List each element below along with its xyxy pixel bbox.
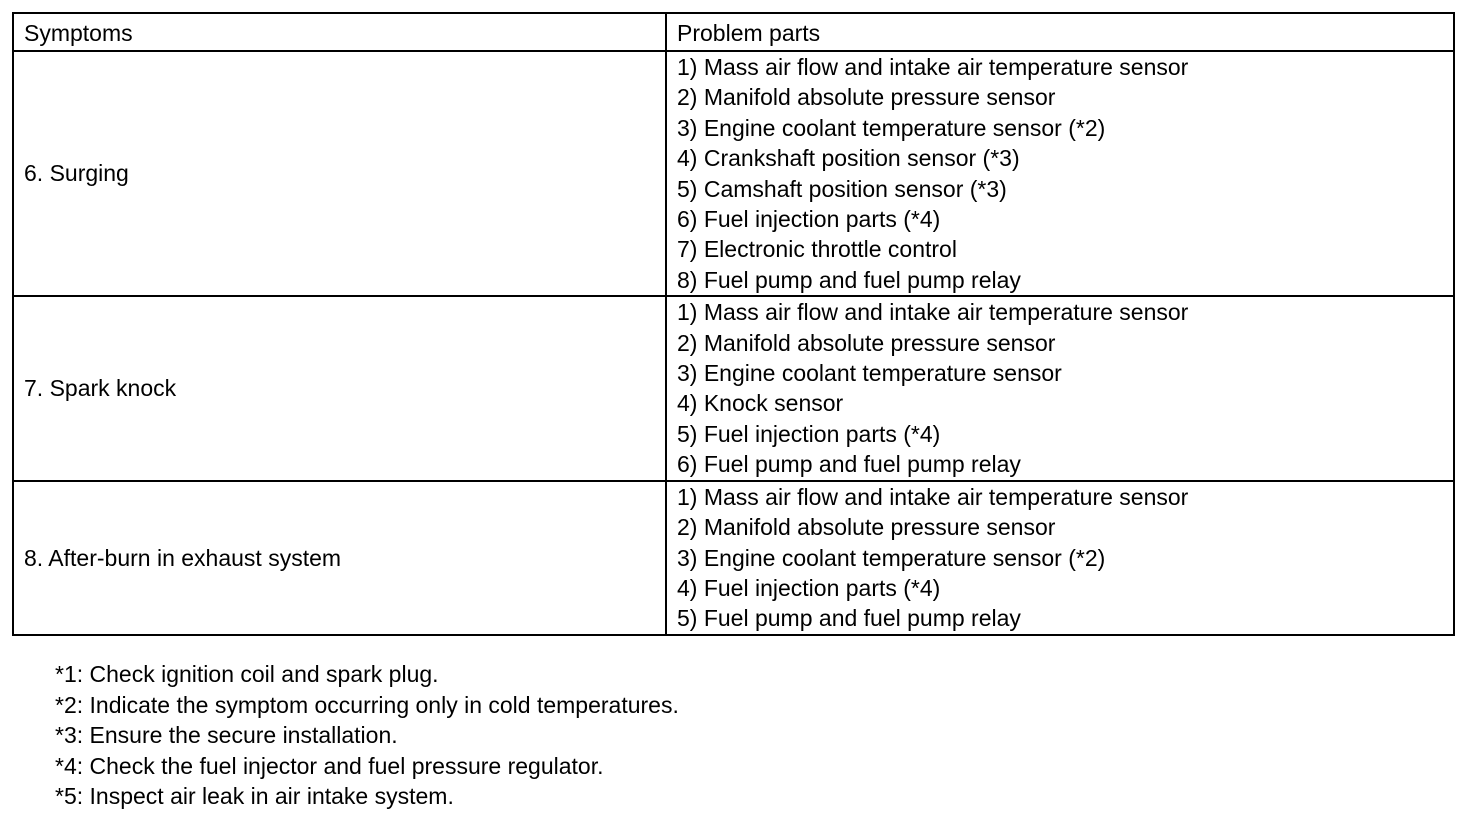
footnote: *3: Ensure the secure installation. xyxy=(55,722,398,749)
table-row xyxy=(13,296,1454,480)
problem-parts-list xyxy=(677,482,1443,634)
part-item: 3) Engine coolant temperature sensor (*2) xyxy=(677,114,1106,141)
table-row xyxy=(13,481,1454,635)
part-item: 4) Crankshaft position sensor (*3) xyxy=(677,145,1020,172)
part-item: 6) Fuel pump and fuel pump relay xyxy=(677,451,1021,478)
part-item: 4) Knock sensor xyxy=(677,390,844,417)
footnote: *4: Check the fuel injector and fuel pressure regulator. xyxy=(55,752,604,779)
problem-parts-list xyxy=(677,52,1443,295)
problem-parts-cell xyxy=(666,51,1454,296)
problem-parts-list xyxy=(677,297,1443,479)
problem-parts-cell xyxy=(666,481,1454,635)
footnote: *2: Indicate the symptom occurring only in cold temperatures. xyxy=(55,691,679,718)
symptom-parts-table xyxy=(12,12,1455,636)
part-item: 2) Manifold absolute pressure sensor xyxy=(677,329,1056,356)
part-item: 8) Fuel pump and fuel pump relay xyxy=(677,266,1021,293)
problem-parts-cell xyxy=(666,296,1454,480)
part-item: 7) Electronic throttle control xyxy=(677,236,957,263)
part-item: 1) Mass air flow and intake air temperature sensor xyxy=(677,299,1189,326)
table-header-row xyxy=(13,13,1454,51)
header-symptoms: Symptoms xyxy=(13,13,666,51)
symptom-cell: 8. After-burn in exhaust system xyxy=(13,481,666,635)
part-item: 2) Manifold absolute pressure sensor xyxy=(677,84,1056,111)
table-row xyxy=(13,51,1454,296)
part-item: 5) Fuel pump and fuel pump relay xyxy=(677,605,1021,632)
footnote: *5: Inspect air leak in air intake system. xyxy=(55,783,454,810)
part-item: 6) Fuel injection parts (*4) xyxy=(677,206,941,233)
part-item: 5) Fuel injection parts (*4) xyxy=(677,420,941,447)
symptom-cell: 6. Surging xyxy=(13,51,666,296)
symptom-cell: 7. Spark knock xyxy=(13,296,666,480)
part-item: 1) Mass air flow and intake air temperature sensor xyxy=(677,483,1189,510)
part-item: 3) Engine coolant temperature sensor (*2) xyxy=(677,544,1106,571)
part-item: 5) Camshaft position sensor (*3) xyxy=(677,175,1007,202)
part-item: 4) Fuel injection parts (*4) xyxy=(677,574,941,601)
footnote: *1: Check ignition coil and spark plug. xyxy=(55,661,439,687)
part-item: 2) Manifold absolute pressure sensor xyxy=(677,514,1056,541)
footnotes xyxy=(55,659,679,812)
header-problem-parts: Problem parts xyxy=(666,13,1454,51)
part-item: 3) Engine coolant temperature sensor xyxy=(677,360,1062,387)
part-item: 1) Mass air flow and intake air temperature sensor xyxy=(677,54,1189,80)
